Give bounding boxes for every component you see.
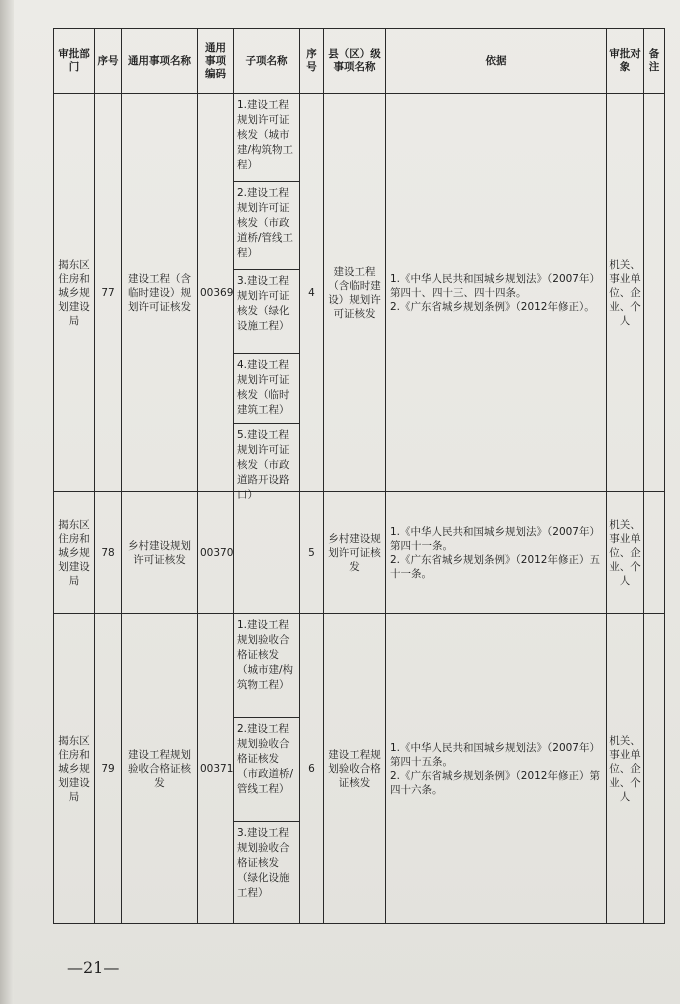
county-name-cell: 建设工程规划验收合格证核发 <box>324 614 386 924</box>
basis-line: 2.《广东省城乡规划条例》（2012年修正）五十一条。 <box>390 553 600 580</box>
basis-line: 1.《中华人民共和国城乡规划法》（2007年）第四十五条。 <box>390 741 600 768</box>
header-item-code: 通用事项编码 <box>198 29 234 94</box>
header-sub-name: 子项名称 <box>234 29 300 94</box>
subitems-cell <box>234 614 300 924</box>
item-code-cell: 00369 <box>198 94 234 492</box>
table-row <box>54 94 665 492</box>
page-number: —21— <box>67 958 120 977</box>
item-code-cell: 00371 <box>198 614 234 924</box>
page-binding-shadow <box>0 0 14 1004</box>
header-seq: 序号 <box>95 29 122 94</box>
basis-cell <box>386 94 607 492</box>
basis-line: 1.《中华人民共和国城乡规划法》（2007年）第四十、四十三、四十四条。 <box>390 272 600 299</box>
header-item-name: 通用事项名称 <box>122 29 198 94</box>
item-name-cell: 建设工程（含临时建设）规划许可证核发 <box>122 94 198 492</box>
table-row <box>54 614 665 924</box>
basis-cell <box>386 614 607 924</box>
dept-cell: 揭东区住房和城乡规划建设局 <box>54 614 95 924</box>
seq-cell: 77 <box>95 94 122 492</box>
table-row <box>54 492 665 614</box>
basis-line: 2.《广东省城乡规划条例》（2012年修正）第四十六条。 <box>390 769 600 796</box>
remark-cell <box>644 614 665 924</box>
subitems-cell <box>234 94 300 501</box>
remark-cell <box>644 492 665 614</box>
subitem: 1.建设工程规划验收合格证核发（城市建/构筑物工程） <box>234 614 299 718</box>
header-dept: 审批部门 <box>54 29 95 94</box>
county-name-cell: 乡村建设规划许可证核发 <box>324 492 386 614</box>
approval-items-table <box>53 28 665 924</box>
sub-seq-cell: 6 <box>300 614 324 924</box>
basis-cell <box>386 492 607 614</box>
subitem: 1.建设工程规划许可证核发（城市建/构筑物工程） <box>234 94 299 182</box>
basis-line: 2.《广东省城乡规划条例》（2012年修正）。 <box>390 300 595 313</box>
sub-seq-cell: 4 <box>300 94 324 492</box>
subitem: 3.建设工程规划验收合格证核发（绿化设施工程） <box>237 827 290 899</box>
dept-cell: 揭东区住房和城乡规划建设局 <box>54 94 95 492</box>
county-name-cell: 建设工程（含临时建设）规划许可证核发 <box>324 94 386 492</box>
basis-line: 1.《中华人民共和国城乡规划法》（2007年）第四十一条。 <box>390 525 600 552</box>
header-target: 审批对象 <box>607 29 644 94</box>
header-remark: 备注 <box>644 29 665 94</box>
seq-cell: 78 <box>95 492 122 614</box>
item-name-cell: 乡村建设规划许可证核发 <box>122 492 198 614</box>
item-code-cell: 00370 <box>198 492 234 614</box>
subitem: 2.建设工程规划许可证核发（市政道桥/管线工程） <box>234 182 299 270</box>
table-header-row <box>54 29 665 94</box>
subitems-cell <box>234 492 300 614</box>
seq-cell: 79 <box>95 614 122 924</box>
header-sub-seq: 序号 <box>300 29 324 94</box>
header-basis: 依据 <box>386 29 607 94</box>
subitem: 4.建设工程规划许可证核发（临时建筑工程） <box>234 354 299 424</box>
dept-cell: 揭东区住房和城乡规划建设局 <box>54 492 95 614</box>
subitem: 2.建设工程规划验收合格证核发（市政道桥/管线工程） <box>234 718 299 822</box>
remark-cell <box>644 94 665 492</box>
header-county-name: 县（区）级事项名称 <box>324 29 386 94</box>
target-cell: 机关、事业单位、企业、个人 <box>607 94 644 492</box>
subitem: 3.建设工程规划许可证核发（绿化设施工程） <box>234 270 299 354</box>
target-cell: 机关、事业单位、企业、个人 <box>607 614 644 924</box>
sub-seq-cell: 5 <box>300 492 324 614</box>
subitem: 5.建设工程规划许可证核发（市政道路开设路口） <box>237 429 290 501</box>
item-name-cell: 建设工程规划验收合格证核发 <box>122 614 198 924</box>
target-cell: 机关、事业单位、企业、个人 <box>607 492 644 614</box>
